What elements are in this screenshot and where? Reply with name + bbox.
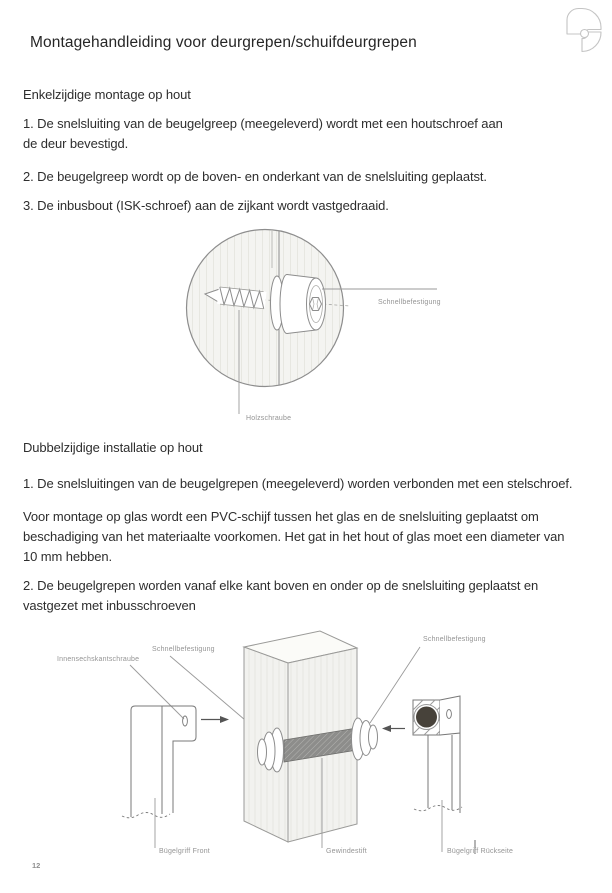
figure-label-fastener: Schnellbefestigung: [378, 299, 441, 306]
fastener-drawing: [271, 275, 326, 334]
page-number: 12: [32, 861, 41, 870]
figure-label-handle-front: Bügelgriff Front: [159, 848, 210, 855]
body-line: vastgezet met inbusschroeven: [23, 598, 196, 613]
brand-logo-icon: [563, 6, 607, 56]
body-line: 3. De inbusbout (ISK-schroef) aan de zijkant wordt vastgedraaid.: [23, 198, 389, 213]
body-line: 10 mm hebben.: [23, 549, 113, 564]
figure-double-mount: [0, 625, 612, 875]
section-heading-double: Dubbelzijdige installatie op hout: [23, 440, 203, 455]
handle-front-drawing: [122, 706, 196, 818]
body-line: Voor montage op glas wordt een PVC-schijf tussen het glas en de snelsluiting geplaatst om: [23, 509, 539, 524]
arrow-left-icon: [382, 725, 405, 732]
leader-line-hex-screw: [130, 665, 184, 719]
handle-back-drawing: [413, 696, 462, 813]
section-heading-single: Enkelzijdige montage op hout: [23, 87, 191, 102]
body-line: 2. De beugelgreep wordt op de boven- en onderkant van de snelsluiting geplaatst.: [23, 169, 487, 184]
figure-label-wood-screw: Holzschraube: [246, 415, 292, 422]
figure-label-hex-screw: Innensechskantschraube: [57, 656, 140, 663]
body-line: 1. De snelsluitingen van de beugelgrepen (meegeleverd) worden verbonden met een stelschroef.: [23, 476, 573, 491]
figure-label-fastener-right: Schnellbefestigung: [423, 636, 486, 643]
body-line: de deur bevestigd.: [23, 136, 129, 151]
body-line: 1. De snelsluiting van de beugelgreep (meegeleverd) wordt met een houtschroef aan: [23, 116, 503, 131]
page-title: Montagehandleiding voor deurgrepen/schuifdeurgrepen: [30, 34, 417, 51]
arrow-right-icon: [201, 716, 229, 723]
figure-single-mount: [0, 222, 612, 428]
figure-label-fastener-left: Schnellbefestigung: [152, 646, 215, 653]
body-line: 2. De beugelgrepen worden vanaf elke kant boven en onder op de snelsluiting geplaatst en: [23, 578, 539, 593]
figure-label-handle-back: Bügelgriff Rückseite: [447, 848, 514, 855]
body-line: beschadiging van het materiaalte voorkomen. Het gat in het hout of glas moet een diameter van: [23, 529, 565, 544]
figure-label-threaded-pin: Gewindestift: [326, 848, 367, 855]
